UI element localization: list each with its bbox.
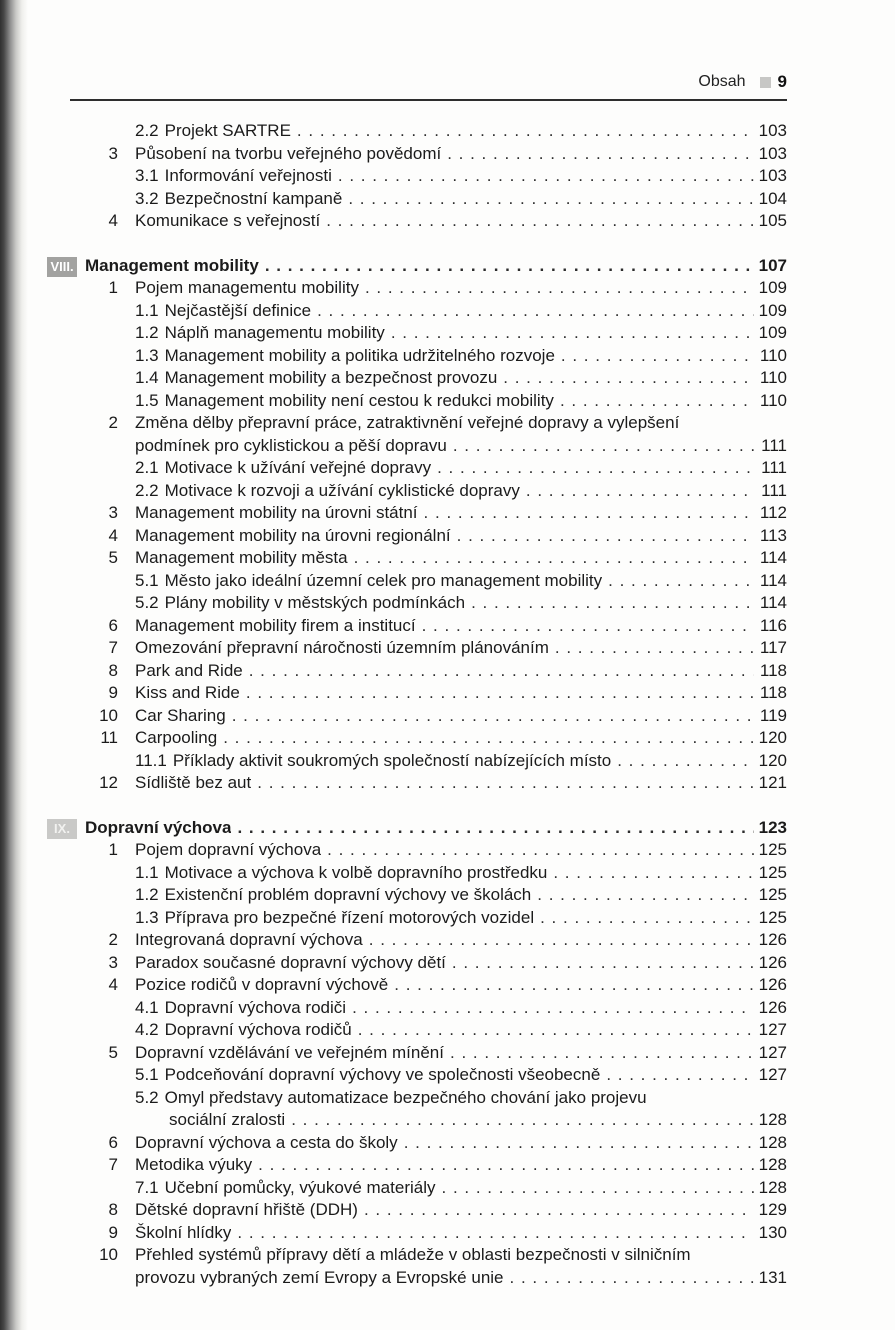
toc-entry-title: Omyl představy automatizace bezpečného chování jako projevu [164, 1087, 647, 1107]
toc-entry-page: 118 [759, 660, 787, 680]
toc-entry-page: 104 [758, 188, 787, 208]
toc-entry-page: 103 [758, 166, 787, 185]
toc-entry-number: 2 [108, 930, 118, 949]
dot-leader [232, 705, 754, 728]
toc-entry [135, 345, 787, 368]
toc-entry-page: 129 [758, 1200, 787, 1219]
dot-leader [394, 974, 754, 997]
toc-entry-title: Integrovaná dopravní výchova [135, 930, 363, 949]
toc-entry [135, 322, 787, 345]
toc-entry [108, 615, 787, 638]
toc-entry-page: 125 [758, 885, 787, 904]
toc-entry-title: Plány mobility v městských podmínkách [164, 593, 466, 612]
header-square-bullet-icon [760, 77, 771, 88]
toc-entry-title: Školní hlídky [135, 1222, 232, 1242]
dot-leader [442, 1177, 755, 1200]
toc-entry-title: Management mobility na úrovni státní [135, 503, 418, 522]
toc-entry [135, 367, 787, 390]
toc-entry [108, 143, 787, 166]
toc-section [54, 817, 787, 1290]
toc-entry-title: Změna dělby přepravní práce, zatraktivnění veřejné dopravy a vylepšení [135, 413, 680, 432]
toc-entry [108, 637, 787, 660]
toc-entry-title: sociální zralosti [169, 1110, 286, 1129]
toc-entry-title: Management mobility města [135, 548, 348, 567]
chapter-row [50, 255, 787, 278]
dot-leader [258, 1154, 754, 1177]
toc-entry-number: 4 [108, 975, 118, 994]
toc-entry-number: 12 [99, 773, 118, 792]
toc-entry-title: Dopravní vzdělávání ve veřejném mínění [135, 1042, 444, 1062]
toc-entry-title: Nejčastější definice [164, 300, 312, 320]
toc-entry-title: Náplň managementu mobility [164, 323, 385, 342]
dot-leader [537, 884, 754, 907]
toc-entry-title: Park and Ride [135, 660, 243, 680]
toc-entry-title: Carpooling [135, 728, 218, 747]
toc-entry-title: Působení na tvorbu veřejného povědomí [135, 143, 442, 163]
toc-entry [135, 165, 787, 188]
dot-leader [391, 322, 754, 345]
toc-entry-number: 4.1 [135, 997, 159, 1017]
toc-entry-page: 120 [758, 750, 787, 770]
dot-leader [510, 1267, 754, 1290]
chapter-title: Dopravní výchova [85, 817, 232, 837]
toc-entry-number: 2.1 [135, 458, 159, 477]
toc-entry-continuation [135, 1109, 787, 1132]
toc-entry-title: Management mobility a bezpečnost provozu [164, 368, 498, 387]
dot-leader [453, 435, 754, 458]
toc-entry-title: Metodika výuky [135, 1155, 253, 1174]
dot-leader [608, 570, 754, 593]
dot-leader [457, 525, 754, 548]
toc-entry-number: 5 [108, 1042, 118, 1062]
toc-entry [108, 502, 787, 525]
dot-leader [297, 120, 754, 143]
dot-leader [317, 300, 754, 323]
page-header [70, 72, 787, 92]
toc-entry [99, 772, 787, 795]
dot-leader [249, 660, 754, 683]
toc-entry-page: 112 [759, 503, 787, 522]
toc-entry-page: 103 [758, 121, 787, 140]
toc-entry-number: 8 [108, 660, 118, 680]
toc-entry-title: Motivace k rozvoji a užívání cyklistické dopravy [164, 480, 520, 500]
toc-entry-page: 114 [759, 593, 787, 612]
toc-entry-number: 8 [108, 1200, 118, 1219]
toc-entry [135, 457, 787, 480]
toc-entry [99, 705, 787, 728]
dot-leader [358, 1019, 754, 1042]
toc-entry-number: 7 [108, 638, 118, 657]
toc-entry-page: 119 [759, 705, 787, 725]
toc-entry [135, 1019, 787, 1042]
toc-entry-number: 4 [108, 211, 118, 230]
toc-entry [108, 952, 787, 975]
toc-entry-page: 111 [761, 435, 787, 455]
toc-entry-number: 10 [99, 1245, 118, 1264]
toc-entry-page: 109 [758, 300, 787, 320]
toc-entry [108, 1042, 787, 1065]
dot-leader [326, 210, 754, 233]
dot-leader [369, 929, 754, 952]
toc-entry-title: podmínek pro cyklistickou a pěší dopravu [135, 435, 447, 455]
dot-leader [291, 1109, 754, 1132]
toc-entry-title: Kiss and Ride [135, 683, 240, 702]
toc-entry-page: 111 [761, 458, 787, 477]
toc-entry-continuation [135, 435, 787, 458]
toc-entry-number: 5.1 [135, 570, 159, 590]
dot-leader [553, 862, 754, 885]
toc-entry-title: Bezpečnostní kampaně [164, 188, 343, 208]
toc-entry [135, 1064, 787, 1087]
toc-entry-title: Pojem dopravní výchova [135, 840, 322, 859]
toc-entry-number: 2 [108, 413, 118, 432]
toc-entry [135, 300, 787, 323]
toc-entry-page: 120 [758, 728, 787, 747]
toc-entry [108, 929, 787, 952]
toc-entry-title: Sídliště bez aut [135, 773, 252, 792]
toc-entry-page: 127 [758, 1065, 787, 1084]
dot-leader [404, 1132, 754, 1155]
toc-entry-number: 4.2 [135, 1020, 159, 1039]
toc-entry [135, 1177, 787, 1200]
toc-entry [108, 210, 787, 233]
dot-leader [424, 502, 754, 525]
header-title: Obsah [698, 73, 746, 90]
dot-leader [452, 952, 754, 975]
toc-entry-number: 3 [108, 952, 118, 972]
toc-entry-number: 1.2 [135, 885, 159, 904]
dot-leader [561, 345, 754, 368]
toc-entry-number: 5.2 [135, 1087, 159, 1107]
toc-entry-continuation [135, 1267, 787, 1290]
toc-entry-page: 121 [758, 773, 787, 792]
toc-entry-page: 131 [758, 1267, 787, 1287]
toc-entry-page: 114 [759, 570, 787, 590]
dot-leader [437, 457, 754, 480]
toc-entry-number: 3.1 [135, 166, 159, 185]
dot-leader [223, 727, 754, 750]
toc-entry-title: Motivace k užívání veřejné dopravy [164, 458, 432, 477]
toc-entry [135, 750, 787, 773]
toc-entry-title: Informování veřejnosti [164, 166, 332, 185]
toc-entry-title: Učební pomůcky, výukové materiály [164, 1177, 436, 1197]
toc-entry-number: 4 [108, 525, 118, 545]
header-page-number: 9 [777, 72, 787, 91]
toc-entry-page: 126 [758, 952, 787, 972]
toc-entry-number: 10 [99, 705, 118, 725]
toc-entry-page: 125 [758, 907, 787, 927]
dot-leader [503, 367, 754, 390]
toc-entry-number: 7 [108, 1155, 118, 1174]
toc-entry-number: 9 [108, 683, 118, 702]
dot-leader [555, 637, 754, 660]
toc-entry [135, 997, 787, 1020]
toc-entry-page: 126 [758, 930, 787, 949]
toc-entry [108, 1199, 787, 1222]
toc-entry [135, 1087, 787, 1110]
toc-entry-page: 118 [759, 683, 787, 702]
toc-entry [135, 188, 787, 211]
toc-entry [108, 277, 787, 300]
toc-section [50, 255, 787, 795]
toc-entry-number: 3 [108, 503, 118, 522]
dot-leader [471, 592, 754, 615]
toc-entry-page: 110 [759, 368, 787, 387]
dot-leader [364, 1199, 754, 1222]
toc-entry-page: 127 [758, 1020, 787, 1039]
toc-entry-page: 103 [758, 143, 787, 163]
chapter-row [54, 817, 787, 840]
dot-leader [365, 277, 754, 300]
toc-entry-number: 9 [108, 1222, 118, 1242]
toc-entry-number: 11 [100, 728, 118, 747]
toc-entry-title: Dopravní výchova rodiči [164, 997, 347, 1017]
toc-entry-title: Dopravní výchova rodičů [164, 1020, 352, 1039]
toc-entry-page: 126 [758, 997, 787, 1017]
dot-leader [265, 255, 754, 278]
toc-entry-number: 1.1 [135, 300, 159, 320]
toc-entry-page: 114 [759, 548, 787, 567]
dot-leader [352, 997, 754, 1020]
toc-entry-page: 109 [758, 323, 787, 342]
toc-entry-number: 3.2 [135, 188, 159, 208]
toc-entry [108, 525, 787, 548]
toc-entry-number: 5.2 [135, 593, 159, 612]
toc-entry-title: Pozice rodičů v dopravní výchově [135, 975, 389, 994]
dot-leader [422, 615, 754, 638]
dot-leader [354, 547, 754, 570]
toc-entry-number: 5.1 [135, 1065, 159, 1084]
toc-entry-number: 1.1 [135, 862, 159, 882]
toc-entry [108, 412, 787, 435]
toc-entry-title: Existenční problém dopravní výchovy ve školách [164, 885, 532, 904]
toc-entry-number: 1 [108, 840, 118, 859]
toc-entry-number: 3 [108, 143, 118, 163]
dot-leader [450, 1042, 754, 1065]
dot-leader [237, 1222, 754, 1245]
toc-entry [135, 120, 787, 143]
toc-entry-page: 127 [758, 1042, 787, 1062]
toc-entry-title: Paradox současné dopravní výchovy dětí [135, 952, 446, 972]
dot-leader [560, 390, 754, 413]
toc-entry-number: 1.3 [135, 345, 159, 365]
header-rule [70, 99, 787, 101]
toc-entry [135, 884, 787, 907]
toc-entry-title: Příklady aktivit soukromých společností nabízejících místo [172, 750, 612, 770]
toc-entry-number: 2.2 [135, 121, 159, 140]
toc-entry [108, 839, 787, 862]
toc-entry [100, 727, 787, 750]
toc-entry-number: 7.1 [135, 1177, 159, 1197]
toc-entry-number: 11.1 [135, 750, 167, 770]
page-edge-shadow [0, 0, 28, 1330]
toc-entry-title: Dopravní výchova a cesta do školy [135, 1132, 398, 1152]
toc-entry-page: 128 [758, 1155, 787, 1174]
toc-entry-number: 6 [108, 615, 118, 635]
toc-entry-page: 123 [758, 817, 787, 837]
toc-entry-title: Přehled systémů přípravy dětí a mládeže v oblasti bezpečnosti v silničním [135, 1245, 691, 1264]
toc-entry-title: Management mobility na úrovni regionální [135, 525, 451, 545]
toc-entry-number: 2.2 [135, 480, 159, 500]
toc-entry-number: 1.4 [135, 368, 159, 387]
toc-entry-page: 110 [759, 390, 787, 410]
toc-entry [135, 570, 787, 593]
dot-leader [327, 839, 754, 862]
toc-entry-page: 107 [758, 255, 787, 275]
dot-leader [237, 817, 754, 840]
dot-leader [257, 772, 754, 795]
toc-entry-number: 1.5 [135, 390, 159, 410]
toc-entry-number: 1.2 [135, 323, 159, 342]
chapter-title: Management mobility [85, 255, 259, 275]
toc-entry-title: Management mobility a politika udržitelného rozvoje [164, 345, 555, 365]
dot-leader [348, 188, 754, 211]
toc-entry [108, 660, 787, 683]
chapter-number-badge: IX. [47, 819, 77, 839]
dot-leader [338, 165, 754, 188]
toc-entry-number: 1.3 [135, 907, 159, 927]
toc-entry-title: Komunikace s veřejností [135, 211, 321, 230]
toc-entry-page: 111 [761, 480, 787, 500]
toc-entry [135, 907, 787, 930]
toc-entry [135, 390, 787, 413]
toc-entry-title: Omezování přepravní náročnosti územním plánováním [135, 638, 549, 657]
toc-entry-title: Město jako ideální územní celek pro management mobility [164, 570, 603, 590]
toc-entry-number: 1 [108, 278, 118, 297]
dot-leader [540, 907, 754, 930]
toc-entry-page: 105 [758, 211, 787, 230]
dot-leader [246, 682, 754, 705]
dot-leader [617, 750, 754, 773]
toc-entry-title: Příprava pro bezpečné řízení motorových vozidel [164, 907, 535, 927]
toc-entry [108, 682, 787, 705]
toc-entry-page: 128 [758, 1110, 787, 1129]
toc-entry-title: Pojem managementu mobility [135, 278, 359, 297]
toc-entry-page: 130 [758, 1222, 787, 1242]
toc-entry [108, 974, 787, 997]
toc-entry-page: 125 [758, 862, 787, 882]
dot-leader [447, 143, 754, 166]
toc-section [108, 120, 787, 233]
toc-entry-page: 128 [758, 1177, 787, 1197]
toc-entry-title: Motivace a výchova k volbě dopravního prostředku [164, 862, 548, 882]
toc-entry-title: Management mobility není cestou k redukci mobility [164, 390, 554, 410]
toc-entry [108, 547, 787, 570]
toc-entry-number: 6 [108, 1132, 118, 1152]
toc-entry-page: 109 [758, 278, 787, 297]
toc-entry-page: 126 [758, 975, 787, 994]
dot-leader [526, 480, 754, 503]
toc-entry-page: 128 [758, 1132, 787, 1152]
toc-entry-title: Dětské dopravní hřiště (DDH) [135, 1200, 358, 1219]
toc-entry-title: Podceňování dopravní výchovy ve společnosti všeobecně [164, 1065, 601, 1084]
dot-leader [606, 1064, 754, 1087]
toc [50, 120, 787, 1289]
toc-entry [135, 480, 787, 503]
toc-entry [99, 1244, 787, 1267]
toc-entry-page: 113 [759, 525, 787, 545]
toc-entry [108, 1132, 787, 1155]
chapter-number-badge: VIII. [47, 257, 77, 277]
toc-entry [108, 1222, 787, 1245]
toc-entry [135, 862, 787, 885]
toc-entry-title: Car Sharing [135, 705, 226, 725]
toc-entry-page: 116 [759, 615, 787, 635]
toc-entry-title: provozu vybraných zemí Evropy a Evropské unie [135, 1267, 504, 1287]
toc-entry-page: 125 [758, 840, 787, 859]
toc-entry-title: Management mobility firem a institucí [135, 615, 416, 635]
toc-entry-page: 110 [759, 345, 787, 365]
toc-entry [135, 592, 787, 615]
toc-entry-page: 117 [759, 638, 787, 657]
toc-entry [108, 1154, 787, 1177]
toc-entry-title: Projekt SARTRE [164, 121, 291, 140]
toc-entry-number: 5 [108, 548, 118, 567]
